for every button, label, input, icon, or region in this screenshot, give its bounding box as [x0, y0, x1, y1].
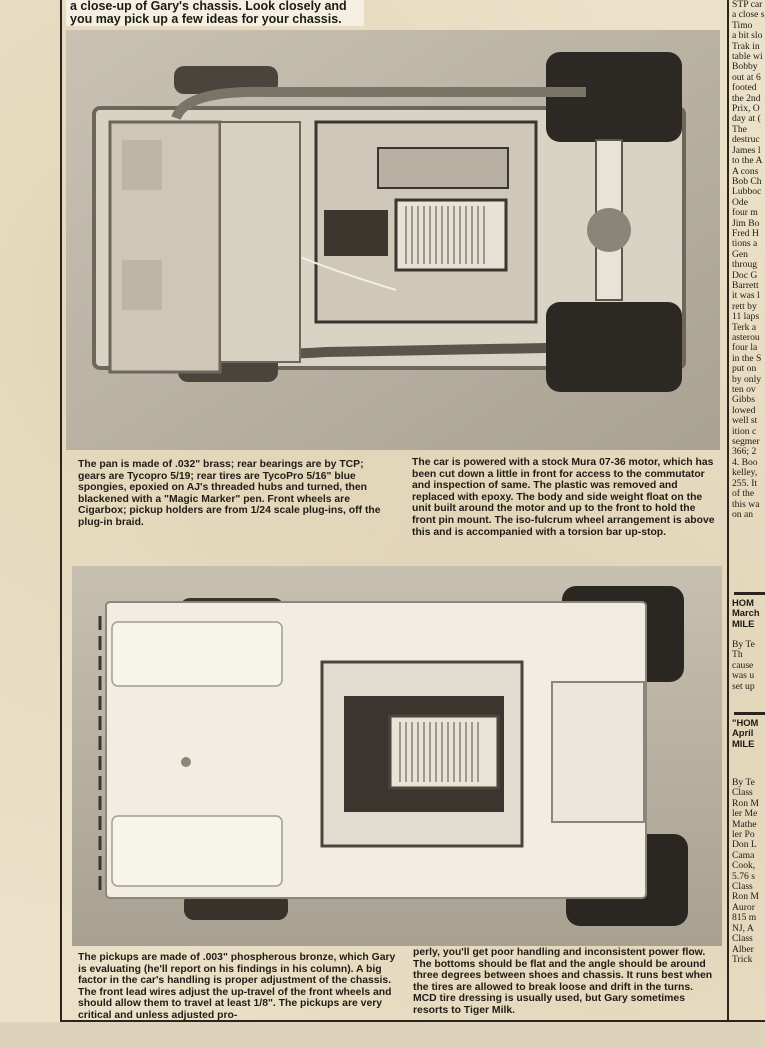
caption-handling: perly, you'll get poor handling and inconsistent power flow. The bottoms should be flat and the angle should be around three degrees between shoes and chassis. It runs best when the tires are allowed to break loose and drift in the turns. MCD tire dressing is usually used, but Gary sometimes resorts to Tiger Milk.: [413, 947, 713, 1016]
side-column-line: 5.76 s: [732, 870, 755, 882]
side-column-line: rett by: [732, 300, 757, 312]
top-caption: a close-up of Gary's chassis. Look closely and you may pick up a few ideas for your chassis.: [66, 0, 364, 26]
side-column-line: throug: [732, 259, 758, 271]
side-column-line: Mathe: [732, 818, 757, 830]
side-column-line: four la: [732, 342, 758, 354]
side-column-line: 255. It: [732, 477, 758, 489]
side-column-line: the 2nd: [732, 92, 761, 104]
side-column-heading-2: [732, 598, 765, 629]
caption-motor: The car is powered with a stock Mura 07-36 motor, which has been cut down a little in front for access to the commutator and inspection of same. The plastic was removed and replaced with epoxy. The body and side weight float on the unit built around the motor and up to the front to hold the front pin mount. The iso-fulcrum wheel arrangement is above this and is accompanied with a torsion bar up-stop.: [412, 457, 715, 538]
caption-pickups: The pickups are made of .003" phospherous bronze, which Gary is evaluating (he'll report on his findings in his column). A big factor in the car's handling is proper adjustment of the chassis. The front lead wires adjust the up-travel of the front wheels and should allow them to travel at least 1/8". The pickups are very critical and unless adjusted pro-: [78, 952, 396, 1021]
side-column-article-2: [732, 640, 765, 692]
side-column-line: asterou: [732, 332, 760, 343]
side-column-line: Ron M: [732, 891, 759, 903]
side-column-line: Trak in: [732, 40, 760, 52]
side-column-line: cause: [732, 659, 754, 671]
side-column-line: March: [732, 607, 760, 619]
side-column-line: Bobby: [732, 61, 758, 73]
side-column-line: footed: [732, 82, 757, 94]
side-column-line: this wa: [732, 498, 760, 510]
right-column-rule: [727, 0, 729, 1022]
side-column-line: well st: [732, 415, 758, 427]
side-column-line: Doc G: [732, 269, 758, 281]
side-column-line: Trick: [732, 953, 753, 965]
side-column-line: 366; 2: [732, 446, 757, 458]
side-column-line: Fred H: [732, 227, 759, 239]
side-column-line: Cama: [732, 849, 755, 861]
side-column-line: Class: [732, 787, 753, 799]
side-column-heading-3: [732, 718, 765, 749]
caption-chassis-pan: The pan is made of .032" brass; rear bearings are by TCP; gears are Tycopro 5/19; rear tires are TycoPro 5/16" blue spongies, epoxied on AJ's threaded hubs and turned, then blackened with a "Magic Marker" pen. Front wheels are Cigarbox; pickup holders are from 1/24 scale plug-ins, off the plug-in braid.: [78, 459, 381, 528]
side-column-line: lowed: [732, 404, 756, 416]
side-column-line: 4. Boo: [732, 456, 758, 468]
side-column-line: Lubboc: [732, 186, 762, 198]
side-column-line: was u: [732, 670, 755, 682]
side-column-line: four m: [732, 207, 758, 219]
side-column-line: HOM: [732, 598, 754, 608]
side-divider-2: [734, 712, 765, 715]
side-column-line: Th: [732, 649, 743, 661]
side-column-line: STP car: [732, 0, 763, 10]
side-column-line: out at 6: [732, 71, 761, 83]
side-column-line: in the S: [732, 352, 762, 364]
side-column-line: put on: [732, 363, 757, 375]
side-column-line: a close s: [732, 9, 765, 21]
side-column-line: Class: [732, 881, 753, 893]
side-column-article-3: [732, 778, 765, 965]
side-column-line: a bit slo: [732, 30, 763, 42]
side-column-line: table wi: [732, 51, 763, 63]
side-column-line: segmer: [732, 436, 760, 448]
side-column-line: Terk a: [732, 321, 757, 333]
side-column-line: ler Me: [732, 808, 758, 820]
side-column-line: kelley,: [732, 467, 758, 479]
side-column-line: by only: [732, 373, 762, 385]
side-column-line: 11 laps: [732, 311, 760, 323]
side-column-line: Cook,: [732, 860, 756, 872]
side-column-line: to the A: [732, 155, 763, 167]
side-column-line: Ron M: [732, 797, 759, 809]
side-column-line: destruc: [732, 134, 760, 146]
side-column-line: The: [732, 123, 747, 135]
side-column-line: "HOM: [732, 718, 759, 728]
side-column-line: By Te: [732, 778, 755, 788]
side-column-line: Gibbs: [732, 394, 755, 406]
side-column-line: on an: [732, 508, 754, 520]
side-column-line: Prix, O: [732, 103, 760, 115]
side-column-line: ten ov: [732, 384, 756, 396]
side-column-line: day at (: [732, 113, 761, 125]
side-column-line: 815 m: [732, 912, 757, 924]
chassis-top-image: [72, 566, 722, 946]
side-column-line: of the: [732, 488, 755, 500]
side-column-line: Gen: [732, 248, 748, 260]
side-column-line: Jim Bo: [732, 217, 760, 229]
side-column-line: A cons: [732, 165, 759, 177]
side-column-line: NJ, A: [732, 922, 754, 934]
side-column-line: By Te: [732, 640, 755, 650]
side-column-line: Bob Ch: [732, 175, 762, 187]
side-column-line: Ode: [732, 196, 748, 208]
side-column-article: [732, 0, 765, 520]
chassis-photo-top: [66, 30, 720, 450]
side-column-line: ition c: [732, 425, 757, 437]
side-column-line: it was l: [732, 290, 760, 302]
chassis-underside-image: [66, 30, 720, 450]
side-column-line: James l: [732, 144, 761, 156]
side-column-line: Class: [732, 933, 753, 945]
bottom-margin: [0, 1022, 765, 1048]
side-column-line: Don L: [732, 839, 757, 851]
side-column-line: MILE: [732, 617, 755, 629]
side-column-line: tions a: [732, 238, 758, 250]
side-column-line: set up: [732, 680, 755, 692]
left-column-rule: [60, 0, 62, 1022]
side-column-line: MILE: [732, 737, 755, 749]
side-column-line: Auror: [732, 901, 755, 913]
side-divider-1: [734, 592, 765, 595]
side-column-line: Barrett: [732, 279, 759, 291]
side-column-line: April: [732, 727, 754, 739]
chassis-photo-bottom: [72, 566, 722, 946]
side-column-line: Alber: [732, 943, 754, 955]
side-column-line: ler Po: [732, 829, 755, 841]
side-column-line: Timo: [732, 19, 753, 31]
